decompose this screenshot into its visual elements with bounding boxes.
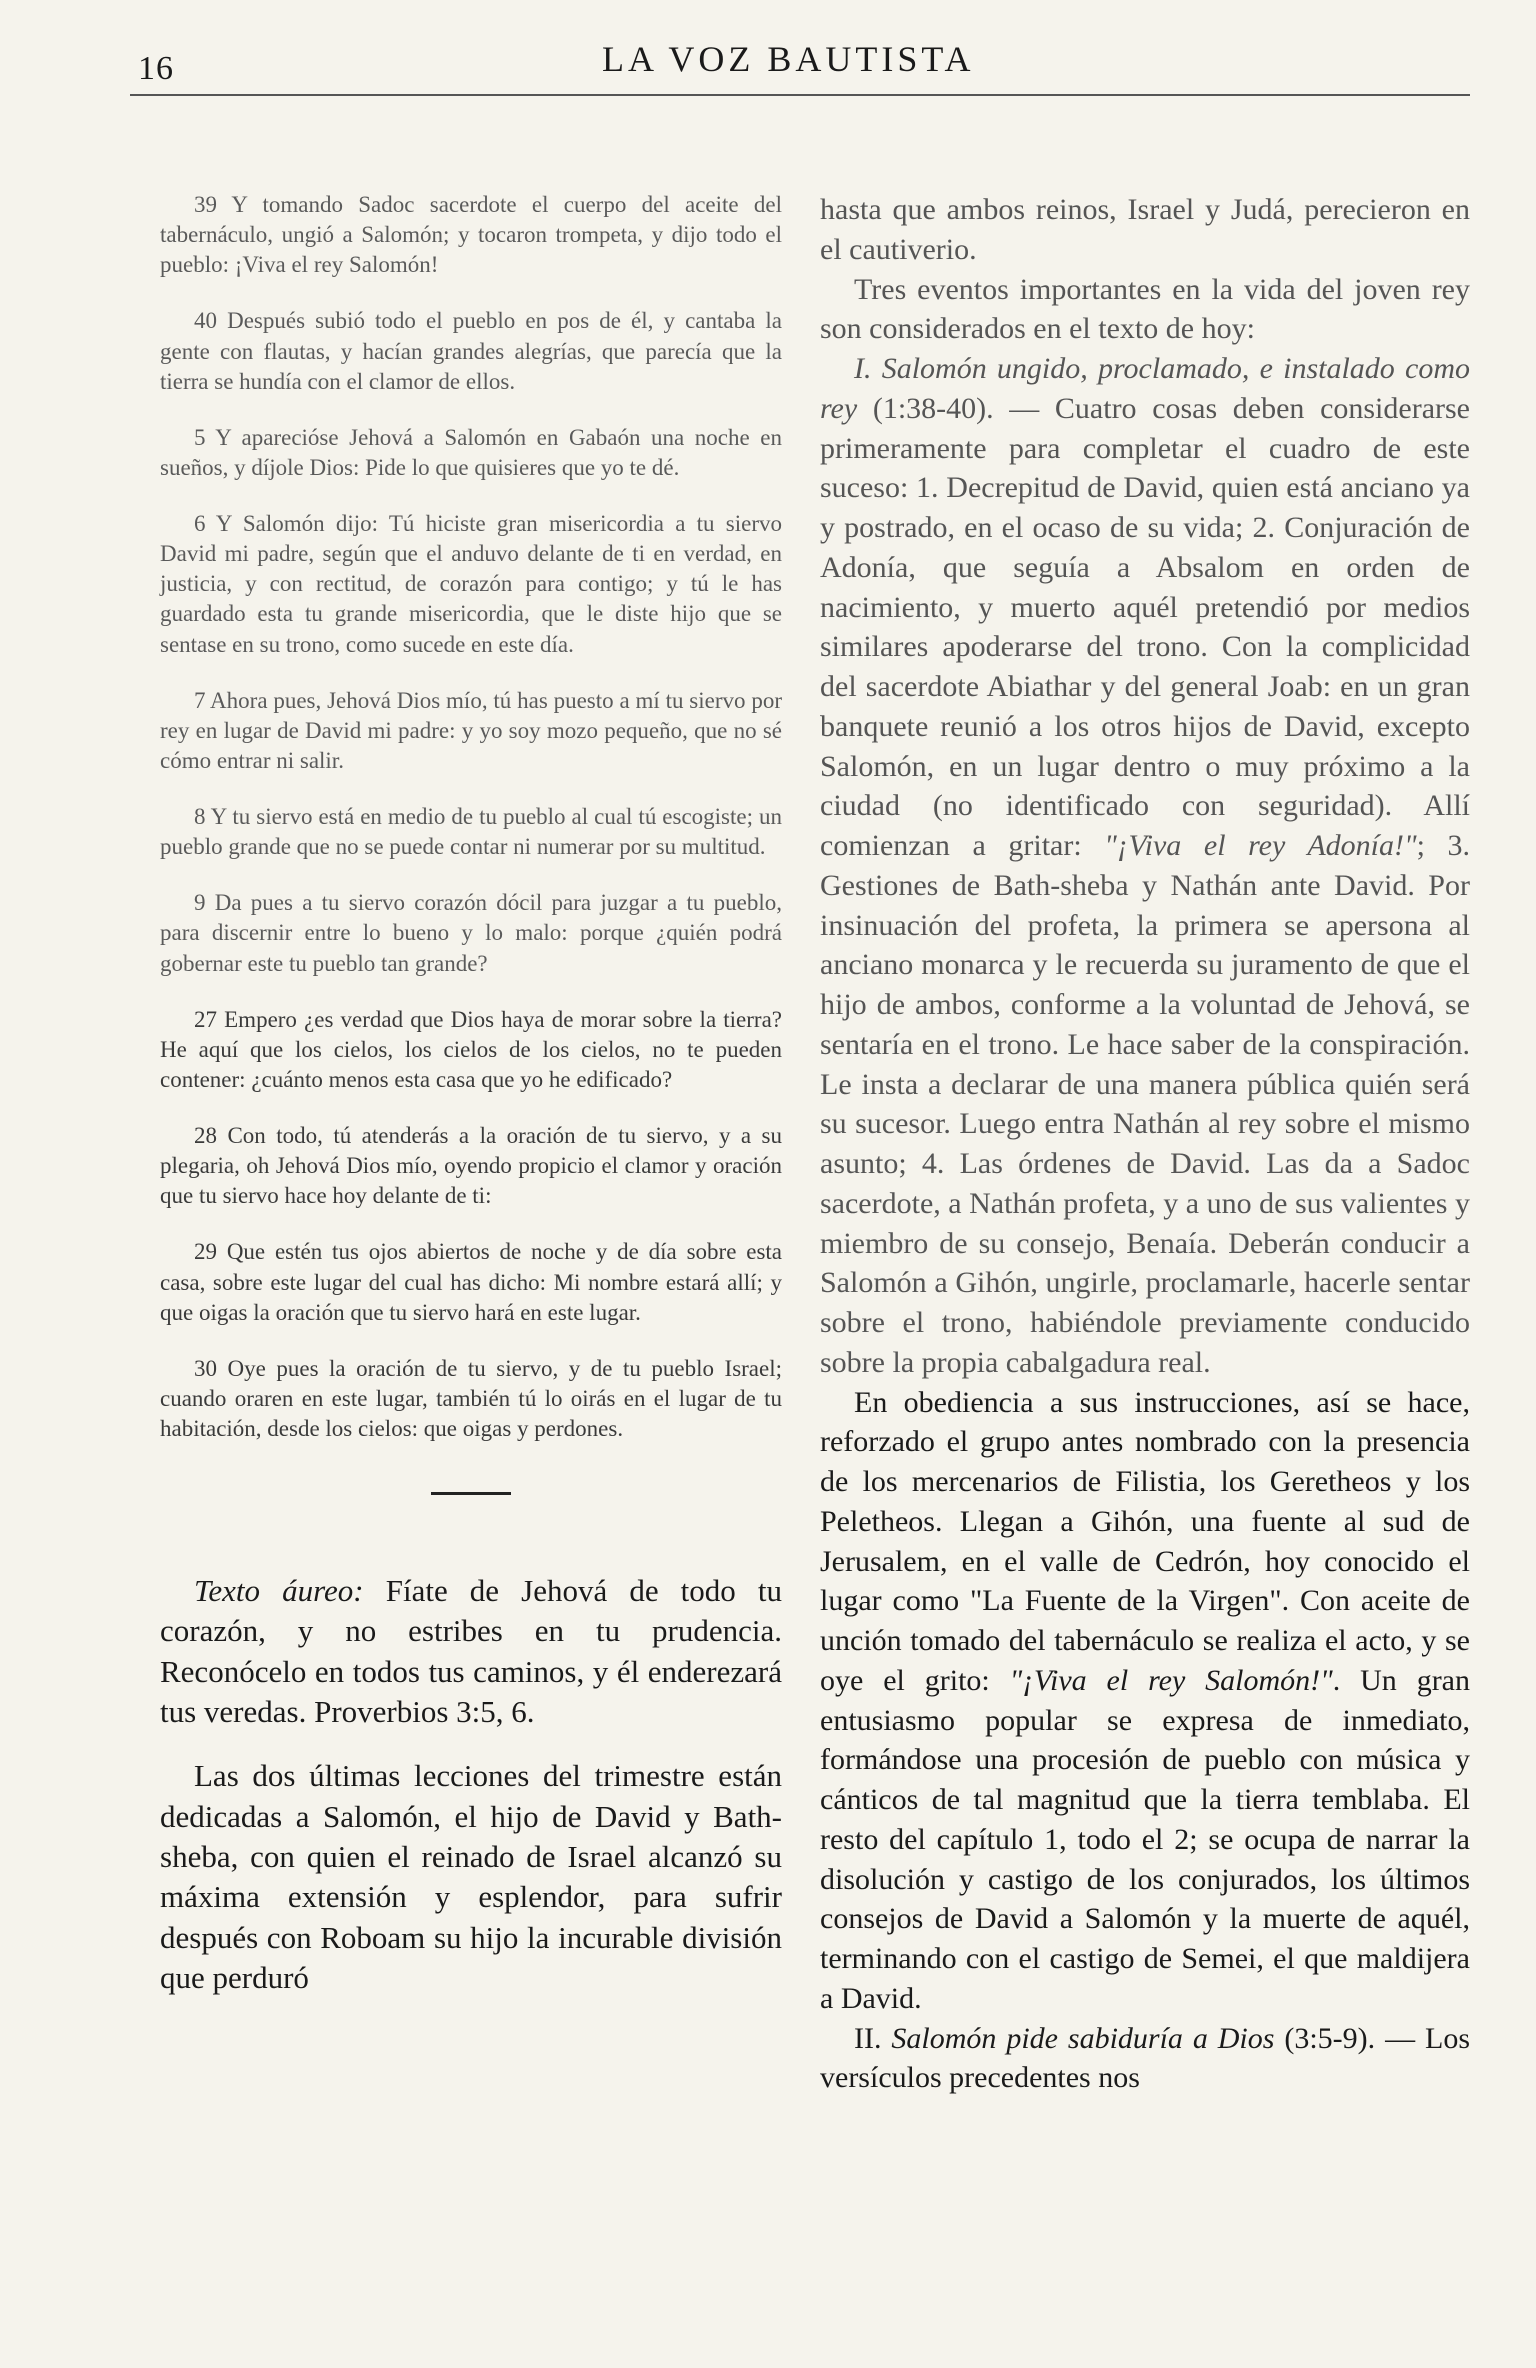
right-column: [820, 190, 1470, 2098]
golden-text-label: Texto áureo:: [194, 1573, 364, 1609]
section-two-body: (3:5-9). — Los versículos precedentes nos: [820, 2021, 1470, 2095]
verse-8-30: 30 Oye pues la oración de tu siervo, y de tu pueblo Israel; cuando oraren en este lugar, también tú lo oirás en el lugar de tu habitación, desde los cielos: que oigas y perdones.: [160, 1355, 782, 1441]
golden-text-body: Fíate de Jehová de todo tu corazón, y no estribes en tu prudencia. Reconócelo en todos tus caminos, y él enderezará tus veredas. Proverbios 3:5, 6.: [160, 1573, 782, 1730]
section-two-heading: Salomón pide sabiduría a Dios: [891, 2021, 1275, 2055]
section-two-number: II.: [854, 2021, 892, 2055]
obedience-text-cont: . Un gran entusiasmo popular se expresa de inmediato, formándose una procesión de pueblo con música y cánticos de tal magnitud que la tierra temblaba. El resto del capítulo 1, todo el 2; se ocupa de narrar la disolución y castigo de los conjurados, los últimos consejos de David a Salomón y la muerte de aquél, terminando con el castigo de Semei, el que maldijera a David.: [820, 1663, 1470, 2015]
left-column: [160, 190, 782, 1998]
section-one-heading: I. Salomón ungido, proclamado, e instalado como rey: [820, 352, 1470, 425]
page-header: [130, 38, 1470, 98]
verse-3-9: 9 Da pues a tu siervo corazón dócil para juzgar a tu pueblo, para discernir entre lo bueno y lo malo: porque ¿quién podrá gobernar este tu pueblo tan grande?: [160, 890, 782, 976]
paragraph-three-events: Tres eventos importantes en la vida del joven rey son considerados en el texto de hoy:: [820, 272, 1470, 346]
paragraph-section-two: [820, 2019, 1470, 2099]
verse-8-28: 28 Con todo, tú atenderás a la oración de tu siervo, y a su plegaria, oh Jehová Dios mío, oyendo propicio el clamor y oración que tu siervo hace hoy delante de ti:: [160, 1123, 782, 1209]
salomon-cry: "¡Viva el rey Salomón!": [1009, 1663, 1333, 1697]
paragraph-continuation: hasta que ambos reinos, Israel y Judá, perecieron en el cautiverio.: [820, 193, 1470, 266]
paragraph-section-one: [820, 349, 1470, 1383]
intro-paragraph: Las dos últimas lecciones del trimestre están dedicadas a Salomón, el hijo de David y Bath-sheba, con quien el reinado de Israel alcanzó su máxima extensión y esplendor, para sufrir después con Roboam su hijo la incurable división que perduró: [160, 1758, 782, 1995]
verse-1-40: 40 Después subió todo el pueblo en pos de él, y cantaba la gente con flautas, y hacían grandes alegrías, que parecía que la tierra se hundía con el clamor de ellos.: [160, 308, 782, 394]
page-number: 16: [138, 50, 174, 87]
verse-3-7: 7 Ahora pues, Jehová Dios mío, tú has puesto a mí tu siervo por rey en lugar de David mi padre: y yo soy mozo pequeño, que no sé cómo entrar ni salir.: [160, 687, 782, 773]
verse-8-27: 27 Empero ¿es verdad que Dios haya de morar sobre la tierra? He aquí que los cielos, los cielos de los cielos, no te pueden contener: ¿cuánto menos esta casa que yo he edificado?: [160, 1006, 782, 1092]
verse-3-6: 6 Y Salomón dijo: Tú hiciste gran misericordia a tu siervo David mi padre, según que el anduvo delante de ti en verdad, en justicia, y con rectitud, de corazón para contigo; y tú le has guardado esta tu grande misericordia, que le diste hijo que se sentase en su trono, como sucede en este día.: [160, 511, 782, 657]
verse-1-39: 39 Y tomando Sadoc sacerdote el cuerpo del aceite del tabernáculo, ungió a Salomón; y tocaron trompeta, y dijo todo el pueblo: ¡Viva el rey Salomón!: [160, 192, 782, 278]
header-rule: [130, 94, 1470, 96]
verse-8-29: 29 Que estén tus ojos abiertos de noche y de día sobre esta casa, sobre este lugar del cual has dicho: Mi nombre estará allí; y que oigas la oración que tu siervo hará en este lugar.: [160, 1239, 782, 1325]
running-title: LA VOZ BAUTISTA: [602, 39, 975, 79]
golden-text: [160, 1571, 782, 1732]
section-divider: [431, 1492, 511, 1495]
scripture-verses: [160, 190, 782, 1444]
obedience-text: En obediencia a sus instrucciones, así se hace, reforzado el grupo antes nombrado con la presencia de los mercenarios de Filistia, los Geretheos y los Peletheos. Llegan a Gihón, una fuente al sud de Jerusalem, en el valle de Cedrón, hoy conocido el lugar como "La Fuente de la Virgen". Con aceite de unción tomado del tabernáculo se realiza el acto, y se oye el grito:: [820, 1385, 1470, 1697]
section-one-body: (1:38-40). — Cuatro cosas deben considerarse primeramente para completar el cuadro de este suceso: 1. Decrepitud de David, quien está anciano ya y postrado, en el ocaso de su vida; 2. Conjuración de Adonía, que seguía a Absalom en orden de nacimiento, y muerto aquél pretendió por medios similares apoderarse del trono. Con la complicidad del sacerdote Abiathar y del general Joab: en un gran banquete reunió a los otros hijos de David, excepto Salomón, en un lugar dentro o muy próximo a la ciudad (no identificado con seguridad). Allí comienzan a gritar:: [820, 391, 1470, 862]
verse-3-8: 8 Y tu siervo está en medio de tu pueblo al cual tú escogiste; un pueblo grande que no se puede contar ni numerar por su multitud.: [160, 804, 782, 860]
paragraph-obedience: [820, 1383, 1470, 2019]
verse-3-5: 5 Y aparecióse Jehová a Salomón en Gabaón una noche en sueños, y díjole Dios: Pide lo que quisieres que yo te dé.: [160, 424, 782, 480]
adonia-cry: "¡Viva el rey Adonía!": [1104, 829, 1417, 862]
section-one-body-cont: ; 3. Gestiones de Bath-sheba y Nathán ante David. Por insinuación del profeta, la primera se apersona al anciano monarca y le recuerda su juramento de que el hijo de ambos, conforme a la voluntad de Jehová, se sentaría en el trono. Le hace saber de la conspiración. Le insta a declarar de una manera pública quién será su sucesor. Luego entra Nathán al rey sobre el mismo asunto; 4. Las órdenes de David. Las da a Sadoc sacerdote, a Nathán profeta, y a uno de sus valientes y miembro de su consejo, Benaía. Deberán conducir a Salomón a Gihón, ungirle, proclamarle, hacerle sentar sobre el trono, habiéndole previamente conducido sobre la propia cabalgadura real.: [820, 829, 1470, 1379]
